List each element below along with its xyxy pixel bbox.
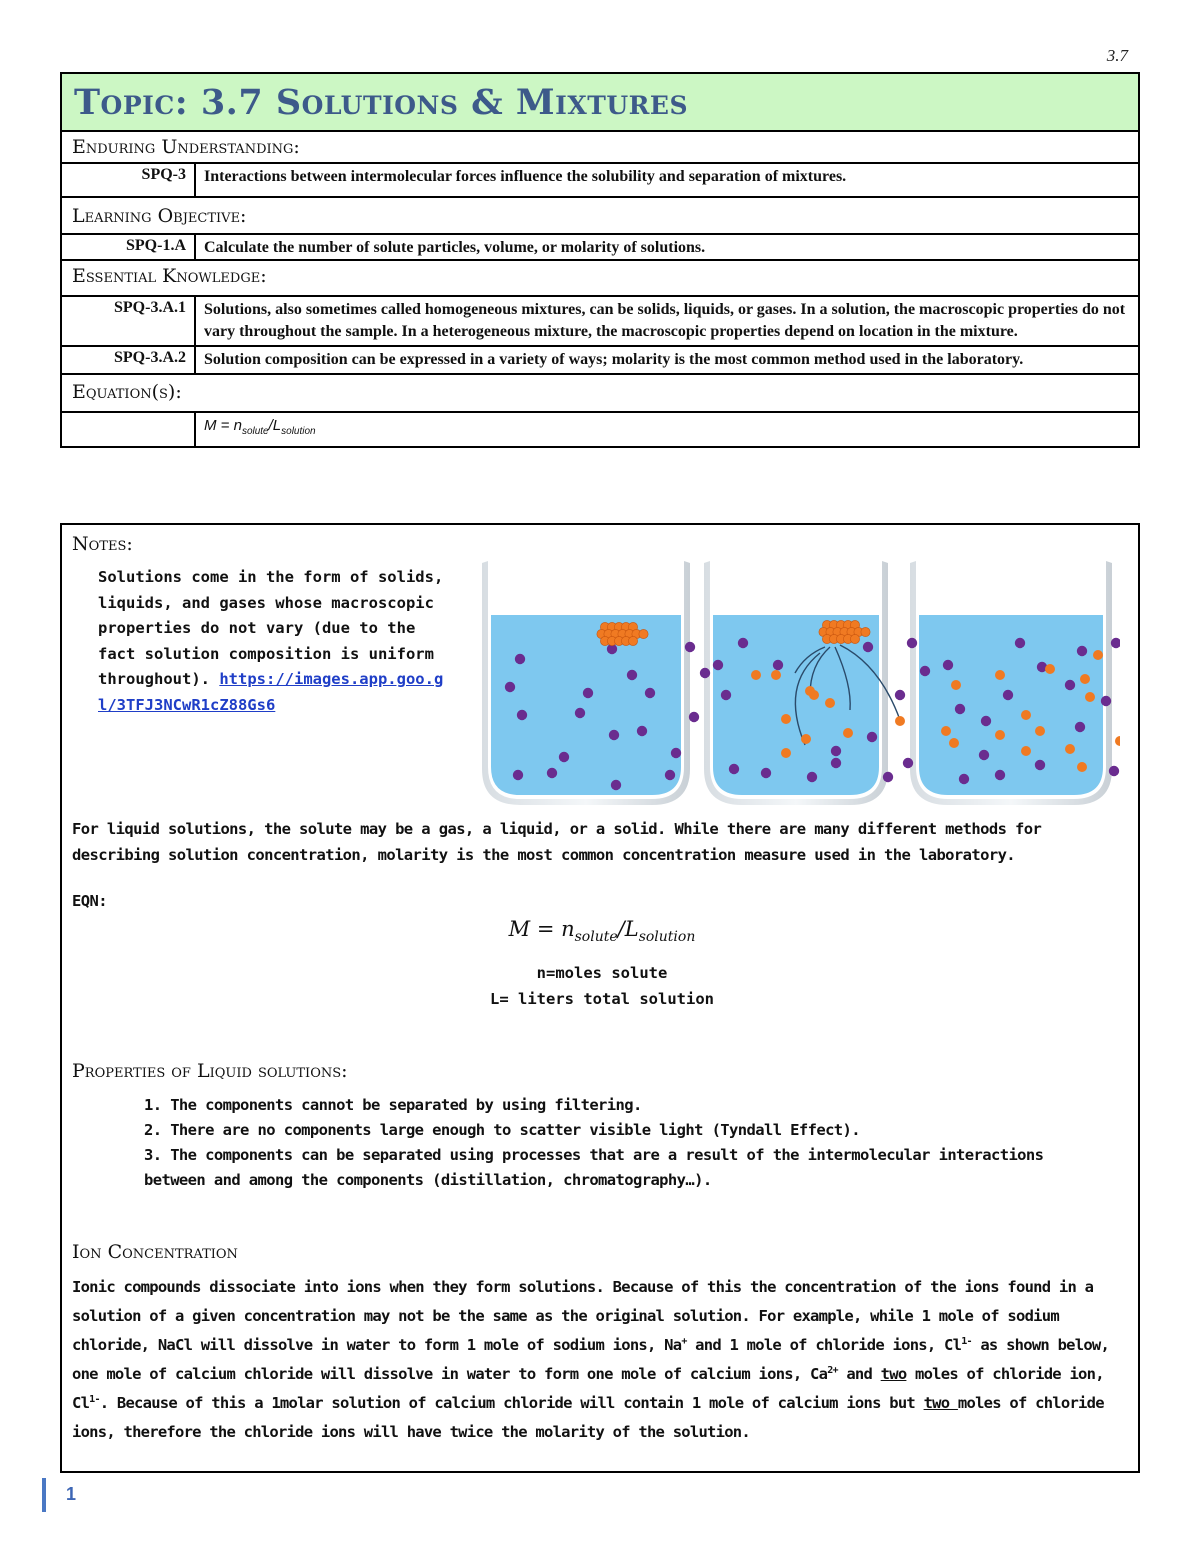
solvent-particle — [883, 772, 893, 782]
ion-sup-cl-2: 1- — [89, 1393, 100, 1405]
solute-particle — [951, 680, 961, 690]
solute-particle — [1035, 726, 1045, 736]
solvent-particle — [637, 726, 647, 736]
topic-header — [62, 74, 1138, 132]
solute-particle — [1021, 746, 1031, 756]
essential-row-2 — [62, 347, 1138, 375]
molarity-eq-mid: /L — [617, 917, 639, 941]
equation-row — [62, 413, 1138, 446]
enduring-understanding-header: Enduring Understanding: — [62, 132, 1138, 164]
properties-title: Properties of Liquid solutions: — [72, 1060, 348, 1082]
solvent-particle — [645, 688, 655, 698]
ion-text-1: Ionic compounds dissociate into ions when they form solutions. Because of this the concentration of the ions found in a solution of a given concentration may not be the same as the original solution. For example, while 1 mole of sodium chloride, NaCl will dissolve in water to form 1 mole of sodium ions, Na — [72, 1278, 1094, 1354]
properties-list — [144, 1093, 1104, 1193]
solute-cluster-particle — [628, 636, 637, 645]
solute-particle — [1085, 692, 1095, 702]
solvent-particle — [895, 690, 905, 700]
essential-text-1: Solutions, also sometimes called homogeneous mixtures, can be solids, liquids, or gases. In a solution, the macroscopic properties do not vary throughout the sample. In a heterogeneous mixture, the macroscopic properties depend on location in the mixture. — [204, 301, 1126, 340]
solvent-particle — [903, 758, 913, 768]
essential-row-1 — [62, 297, 1138, 347]
molarity-eq-lhs: M = n — [508, 917, 575, 941]
notes-intro-text: Solutions come in the form of solids, liquids, and gases whose macroscopic properties do not vary (due to the fact solution composition is uniform throughout). — [98, 568, 444, 688]
enduring-text: Interactions between intermolecular forces influence the solubility and separation of mixtures. — [204, 168, 847, 185]
solvent-particle — [1111, 638, 1120, 648]
solute-particle — [1065, 744, 1075, 754]
solvent-particle — [773, 660, 783, 670]
solute-cluster-particle — [861, 627, 870, 636]
solute-particle — [1080, 674, 1090, 684]
essential-text-2: Solution composition can be expressed in a variety of ways; molarity is the most common method used in the laboratory. — [204, 351, 1024, 368]
solvent-particle — [665, 770, 675, 780]
notes-paragraph: For liquid solutions, the solute may be a gas, a liquid, or a solid. While there are many different methods for describing solution concentration, molarity is the most common concentration measure used in the laboratory. — [72, 820, 1042, 864]
solvent-particle — [611, 780, 621, 790]
solute-particle — [995, 730, 1005, 740]
property-item-2: 2. There are no components large enough to scatter visible light (Tyndall Effect). — [144, 1121, 861, 1139]
solvent-particle — [867, 732, 877, 742]
page-number: 1 — [66, 1484, 77, 1504]
equation-definitions — [62, 961, 1142, 1012]
solvent-particle — [920, 666, 930, 676]
solvent-particle — [907, 638, 917, 648]
solute-particle — [1115, 736, 1120, 746]
beakers-illustration — [480, 555, 1120, 805]
solvent-particle — [959, 774, 969, 784]
solute-particle — [995, 670, 1005, 680]
solute-particle — [1077, 762, 1087, 772]
solute-particle — [949, 738, 959, 748]
equation-cell — [196, 413, 1138, 446]
property-item-3: 3. The components can be separated using processes that are a result of the intermolecular interactions between and among the components (distillation, chromatography…). — [144, 1146, 1044, 1189]
property-item-1: 1. The components cannot be separated by using filtering. — [144, 1096, 642, 1114]
solute-particle — [771, 670, 781, 680]
ion-text-6: . Because of this a 1molar solution of calcium chloride will contain 1 mole of calcium ions but — [99, 1394, 924, 1412]
eq-lhs: M = n — [204, 417, 242, 434]
solute-particle — [941, 726, 951, 736]
solvent-particle — [729, 764, 739, 774]
solvent-particle — [955, 704, 965, 714]
ion-underline-two-2: two — [923, 1394, 958, 1412]
solvent-particle — [1035, 760, 1045, 770]
solvent-particle — [863, 642, 873, 652]
solvent-particle — [700, 668, 710, 678]
eq-sub-solute: solute — [241, 426, 269, 437]
learning-objective-header: Learning Objective: — [62, 198, 1138, 235]
solvent-particle — [831, 758, 841, 768]
equations-header: Equation(s): — [62, 375, 1138, 413]
solute-particle — [825, 698, 835, 708]
solvent-particle — [979, 750, 989, 760]
solute-particle — [809, 690, 819, 700]
footer-bar — [42, 1478, 46, 1512]
essential-knowledge-header: Essential Knowledge: — [62, 261, 1138, 297]
image-link[interactable]: https://images.app.goo.gl/3TFJ3NCwR1cZ88Gs6 — [98, 670, 444, 714]
molarity-equation — [62, 917, 1142, 945]
essential-code-1: SPQ-3.A.1 — [62, 297, 196, 345]
ion-text-3: as shown below, one mole of calcium chloride will dissolve in water to form one mole of calcium ions, Ca — [72, 1336, 1110, 1383]
solvent-particle — [943, 660, 953, 670]
solute-cluster-particle — [850, 634, 859, 643]
ion-text-4: and — [837, 1365, 881, 1383]
solvent-particle — [1003, 690, 1013, 700]
topic-table — [60, 72, 1140, 448]
objective-code: SPQ-1.A — [62, 235, 196, 259]
enduring-row — [62, 164, 1138, 198]
solvent-particle — [1077, 646, 1087, 656]
ion-concentration-title: Ion Concentration — [72, 1241, 238, 1263]
ion-sup-na: + — [681, 1335, 687, 1347]
solvent-particle — [831, 746, 841, 756]
solute-particle — [801, 734, 811, 744]
solvent-particle — [559, 752, 569, 762]
solvent-particle — [547, 768, 557, 778]
solvent-particle — [513, 770, 523, 780]
solvent-particle — [515, 654, 525, 664]
solvent-particle — [1109, 766, 1119, 776]
solvent-particle — [627, 670, 637, 680]
solvent-particle — [761, 768, 771, 778]
solvent-particle — [689, 712, 699, 722]
enduring-code: SPQ-3 — [62, 164, 196, 196]
solvent-particle — [583, 688, 593, 698]
eq-sub-solution: solution — [281, 426, 316, 437]
solvent-particle — [807, 772, 817, 782]
eqn-label: EQN: — [72, 892, 107, 910]
solute-particle — [843, 728, 853, 738]
ion-sup-ca: 2+ — [827, 1364, 838, 1376]
solute-particle — [781, 714, 791, 724]
ion-text-2: and 1 mole of chloride ions, Cl — [686, 1336, 962, 1354]
solvent-particle — [738, 638, 748, 648]
ion-underline-two-1: two — [880, 1365, 907, 1383]
solvent-particle — [517, 710, 527, 720]
eq-mid: /L — [268, 417, 282, 434]
objective-row — [62, 235, 1138, 261]
objective-text: Calculate the number of solute particles, volume, or molarity of solutions. — [204, 239, 706, 256]
solute-particle — [781, 748, 791, 758]
molarity-eq-sub-solution: solution — [638, 929, 696, 946]
ion-concentration-paragraph — [72, 1273, 1132, 1447]
solute-particle — [751, 670, 761, 680]
solute-particle — [1045, 664, 1055, 674]
solute-particle — [895, 716, 905, 726]
solvent-particle — [1075, 722, 1085, 732]
solvent-particle — [609, 730, 619, 740]
solvent-particle — [685, 642, 695, 652]
def-n: n=moles solute — [536, 964, 668, 982]
solute-cluster-particle — [639, 629, 648, 638]
equation-text — [204, 417, 316, 437]
notes-title: Notes: — [72, 533, 133, 555]
solvent-particle — [505, 682, 515, 692]
notes-intro — [98, 565, 458, 718]
solvent-particle — [713, 660, 723, 670]
ion-sup-cl: 1- — [961, 1335, 972, 1347]
molarity-eq-sub-solute: solute — [574, 929, 618, 946]
corner-section-label: 3.7 — [1106, 46, 1128, 65]
solvent-particle — [1015, 638, 1025, 648]
solvent-particle — [671, 748, 681, 758]
solvent-particle — [1065, 680, 1075, 690]
solute-particle — [1021, 710, 1031, 720]
solvent-particle — [1101, 696, 1111, 706]
solvent-particle — [721, 690, 731, 700]
def-l: L= liters total solution — [490, 989, 714, 1008]
solvent-particle — [995, 770, 1005, 780]
solvent-particle — [575, 708, 585, 718]
ion-text-5: moles of chloride ion, Cl — [72, 1365, 1104, 1412]
solute-particle — [1093, 650, 1103, 660]
solvent-particle — [981, 716, 991, 726]
topic-title: Topic: 3.7 Solutions & Mixtures — [74, 81, 689, 123]
essential-code-2: SPQ-3.A.2 — [62, 347, 196, 373]
notes-box — [60, 523, 1140, 1473]
equation-code-cell — [62, 413, 196, 446]
ion-text-7: moles of chloride ions, therefore the chloride ions will have twice the molarity of the solution. — [72, 1394, 1104, 1441]
